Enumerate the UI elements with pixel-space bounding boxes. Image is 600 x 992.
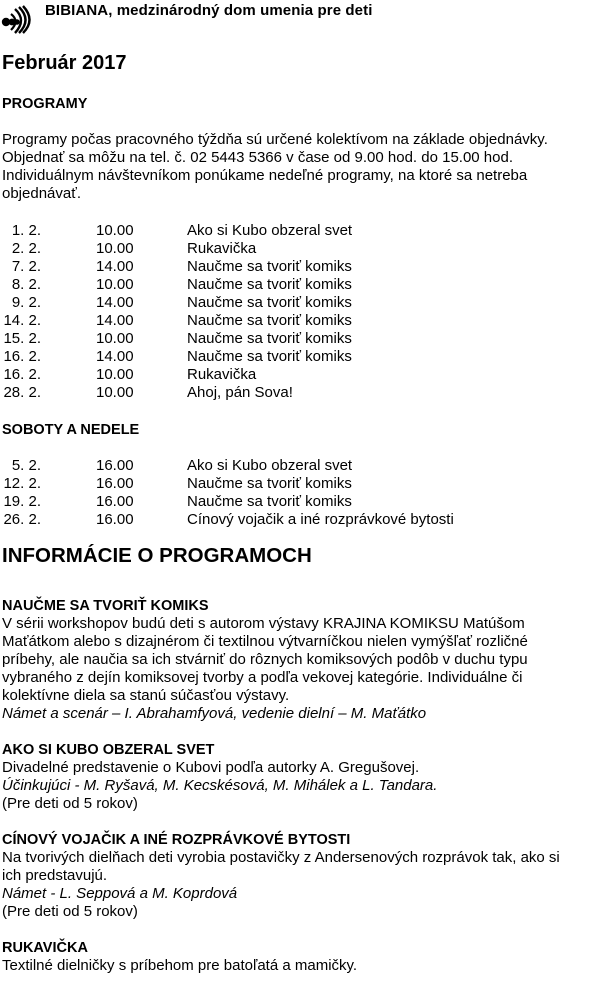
row-time: 14.00 bbox=[96, 294, 134, 311]
schedule-row bbox=[0, 475, 600, 493]
row-title: Ako si Kubo obzeral svet bbox=[187, 457, 353, 474]
intro-line: Individuálnym návštevníkom ponúkame nedeľné programy, na ktoré sa netreba bbox=[2, 167, 528, 184]
row-date: 16. 2. bbox=[3, 348, 41, 365]
info-line: Textilné dielničky s príbehom pre batoľatá a mamičky. bbox=[2, 957, 358, 974]
row-date: 19. 2. bbox=[3, 493, 41, 510]
info-line: ich predstavujú. bbox=[2, 867, 108, 884]
schedule-row bbox=[0, 493, 600, 511]
info-block-title: CÍNOVÝ VOJAČIK A INÉ ROZPRÁVKOVÉ BYTOSTI bbox=[2, 832, 351, 848]
schedule-row bbox=[0, 511, 600, 529]
row-time: 16.00 bbox=[96, 457, 134, 474]
info-block-rukavicka bbox=[2, 939, 598, 975]
intro-line: Objednať sa môžu na tel. č. 02 5443 5366 v čase od 9.00 hod. do 15.00 hod. bbox=[2, 149, 513, 166]
row-time: 10.00 bbox=[96, 366, 134, 383]
info-block-title: RUKAVIČKA bbox=[2, 940, 88, 956]
info-block-vojacik bbox=[2, 831, 598, 921]
info-line: V sérii workshopov budú deti s autorom výstavy KRAJINA KOMIKSU Matúšom bbox=[2, 615, 525, 632]
programs-intro bbox=[2, 131, 548, 203]
info-credits: Účinkujúci - M. Ryšavá, M. Kecskésová, M. Mihálek a L. Tandara. bbox=[2, 777, 438, 794]
row-date: 26. 2. bbox=[3, 511, 41, 528]
schedule-row bbox=[0, 348, 600, 366]
section-label-programs: PROGRAMY bbox=[2, 96, 88, 112]
row-time: 10.00 bbox=[96, 330, 134, 347]
row-date: 12. 2. bbox=[3, 475, 41, 492]
info-line: kolektívne diela sa stanú súčasťou výstavy. bbox=[2, 687, 290, 704]
row-time: 16.00 bbox=[96, 475, 134, 492]
row-date: 28. 2. bbox=[3, 384, 41, 401]
row-time: 10.00 bbox=[96, 222, 134, 239]
row-date: 8. 2. bbox=[11, 276, 41, 293]
intro-line: objednávať. bbox=[2, 185, 82, 202]
schedule-row bbox=[0, 330, 600, 348]
row-date: 15. 2. bbox=[3, 330, 41, 347]
row-time: 10.00 bbox=[96, 240, 134, 257]
info-age-note: (Pre deti od 5 rokov) bbox=[2, 903, 138, 920]
info-block-kubo bbox=[2, 741, 598, 813]
schedule-row bbox=[0, 312, 600, 330]
page-header bbox=[0, 0, 600, 30]
row-title: Naučme sa tvoriť komiks bbox=[187, 493, 352, 510]
row-date: 2. 2. bbox=[11, 240, 41, 257]
row-title: Naučme sa tvoriť komiks bbox=[187, 294, 352, 311]
info-line: Divadelné predstavenie o Kubovi podľa autorky A. Gregušovej. bbox=[2, 759, 420, 776]
row-title: Cínový vojačik a iné rozprávkové bytosti bbox=[187, 511, 454, 528]
row-time: 14.00 bbox=[96, 348, 134, 365]
info-line: Na tvorivých dielňach deti vyrobia postavičky z Andersenových rozprávok tak, ako si bbox=[2, 849, 560, 866]
info-line: Maťátkom alebo s dizajnérom či textilnou výtvarníčkou nielen vymýšľať rozličné bbox=[2, 633, 528, 650]
info-block-title: AKO SI KUBO OBZERAL SVET bbox=[2, 742, 215, 758]
month-title: Február 2017 bbox=[2, 52, 127, 74]
row-title: Naučme sa tvoriť komiks bbox=[187, 312, 352, 329]
schedule-row bbox=[0, 457, 600, 475]
info-line: príbehy, ale naučia sa ich stvárniť do rôznych komiksových podôb v duchu typu bbox=[2, 651, 528, 668]
row-title: Ahoj, pán Sova! bbox=[187, 384, 293, 401]
row-time: 10.00 bbox=[96, 384, 134, 401]
row-title: Rukavička bbox=[187, 240, 257, 257]
row-date: 7. 2. bbox=[11, 258, 41, 275]
info-heading: INFORMÁCIE O PROGRAMOCH bbox=[2, 544, 312, 567]
row-time: 10.00 bbox=[96, 276, 134, 293]
info-credits: Námet - L. Seppová a M. Koprdová bbox=[2, 885, 238, 902]
row-title: Rukavička bbox=[187, 366, 257, 383]
info-credits: Námet a scenár – I. Abrahamfyová, vedenie dielní – M. Maťátko bbox=[2, 705, 427, 722]
row-date: 9. 2. bbox=[11, 294, 41, 311]
row-time: 14.00 bbox=[96, 312, 134, 329]
weekday-schedule bbox=[0, 222, 600, 402]
section-label-weekends: SOBOTY A NEDELE bbox=[2, 422, 140, 438]
schedule-row bbox=[0, 276, 600, 294]
row-title: Naučme sa tvoriť komiks bbox=[187, 276, 352, 293]
row-time: 14.00 bbox=[96, 258, 134, 275]
row-date: 16. 2. bbox=[3, 366, 41, 383]
row-time: 16.00 bbox=[96, 493, 134, 510]
bibiana-logo-icon bbox=[1, 4, 35, 34]
info-line: vybraného z dejín komiksovej tvorby a podľa vekovej kategórie. Individuálne či bbox=[2, 669, 523, 686]
row-title: Naučme sa tvoriť komiks bbox=[187, 258, 352, 275]
schedule-row bbox=[0, 366, 600, 384]
schedule-row bbox=[0, 294, 600, 312]
row-time: 16.00 bbox=[96, 511, 134, 528]
schedule-row bbox=[0, 222, 600, 240]
info-block-title: NAUČME SA TVORIŤ KOMIKS bbox=[2, 598, 209, 614]
row-title: Ako si Kubo obzeral svet bbox=[187, 222, 353, 239]
row-title: Naučme sa tvoriť komiks bbox=[187, 475, 352, 492]
intro-line: Programy počas pracovného týždňa sú určené kolektívom na základe objednávky. bbox=[2, 131, 548, 148]
organization-name: BIBIANA, medzinárodný dom umenia pre deti bbox=[45, 2, 373, 19]
row-date: 1. 2. bbox=[11, 222, 41, 239]
row-title: Naučme sa tvoriť komiks bbox=[187, 348, 352, 365]
schedule-row bbox=[0, 258, 600, 276]
schedule-row bbox=[0, 384, 600, 402]
row-title: Naučme sa tvoriť komiks bbox=[187, 330, 352, 347]
row-date: 14. 2. bbox=[3, 312, 41, 329]
schedule-row bbox=[0, 240, 600, 258]
row-date: 5. 2. bbox=[11, 457, 41, 474]
info-block-komiks bbox=[2, 597, 598, 723]
weekend-schedule bbox=[0, 457, 600, 529]
info-age-note: (Pre deti od 5 rokov) bbox=[2, 795, 138, 812]
